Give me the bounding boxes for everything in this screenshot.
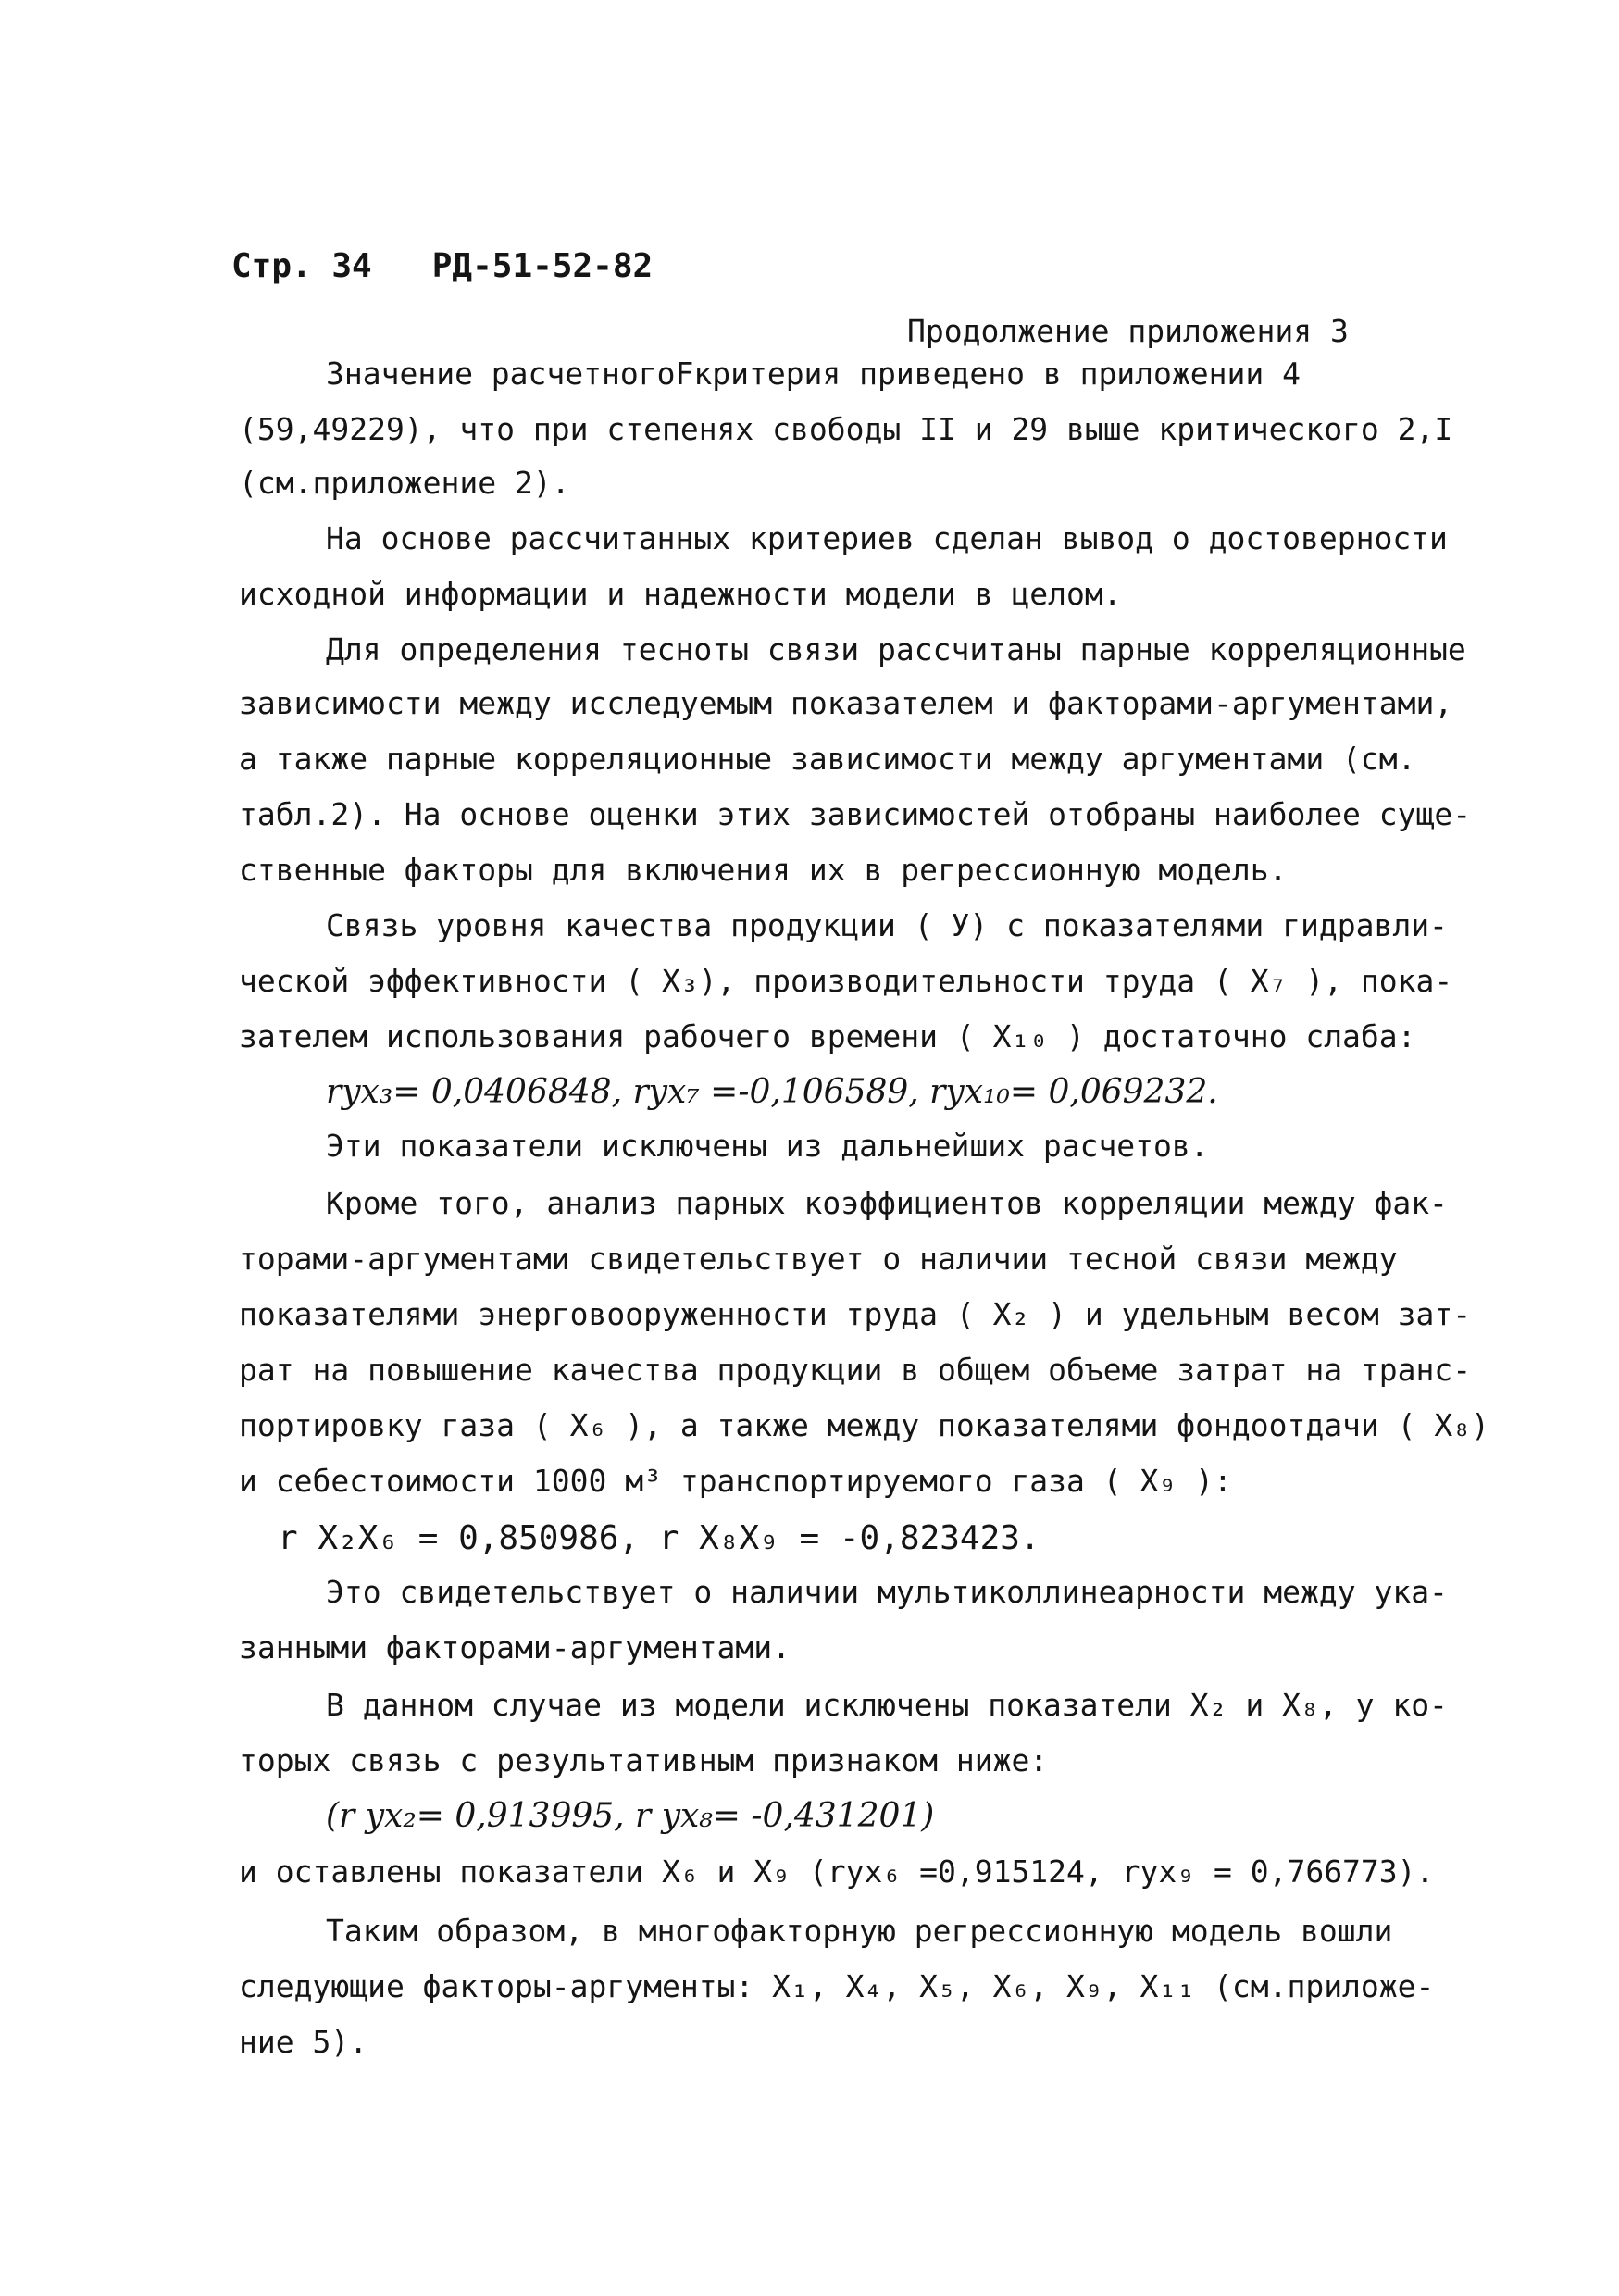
text-line: а также парные корреляционные зависимости между аргументами (см. [239,741,1416,777]
text-line: показателями энерговооруженности труда ( X₂ ) и удельным весом зат- [239,1296,1472,1332]
text-line: (59,49229), что при степенях свободы II и 29 выше критического 2,I [239,411,1453,447]
text-line: и себестоимости 1000 м³ транспортируемого газа ( X₉ ): [239,1463,1232,1499]
text-line: портировку газа ( X₆ ), а также между показателями фондоотдачи ( X₈) [239,1407,1490,1443]
correlation-formula: r X₂X₆ = 0,850986, r X₈X₉ = -0,823423. [278,1519,1040,1557]
text-line: рат на повышение качества продукции в общем объеме затрат на транс- [239,1352,1472,1388]
correlation-formula: ryx₃= 0,0406848, ryx₇ =-0,106589, ryx₁₀= 0,069232. [326,1073,1218,1111]
text-line: табл.2). На основе оценки этих зависимостей отобраны наиболее суще- [239,796,1472,832]
page-label: Стр. 34 [231,247,372,285]
text-line: Для определения тесноты связи рассчитаны парные корреляционные [326,631,1466,668]
text-line: На основе рассчитанных критериев сделан вывод о достоверности [326,520,1448,556]
text-line: ческой эффективности ( X₃), производительности труда ( X₇ ), пока- [239,963,1453,999]
text-line: (см.приложение 2). [239,465,570,501]
text-line: ние 5). [239,2024,368,2060]
document-code: РД-51-52-82 [431,247,654,285]
text-line: следующие факторы-аргументы: X₁, X₄, X₅, X₆, X₉, X₁₁ (см.приложе- [239,1968,1435,2004]
text-line: Это свидетельствует о наличии мультиколлинеарности между ука- [326,1574,1448,1610]
page-header [231,248,653,285]
text-line: торых связь с результативным признаком ниже: [239,1742,1049,1778]
text-line: Кроме того, анализ парных коэффициентов корреляции между фак- [326,1185,1448,1221]
text-line: Связь уровня качества продукции ( У) с показателями гидравли- [326,907,1448,943]
appendix-continuation: Продолжение приложения 3 [907,313,1349,349]
text-line: и оставлены показатели X₆ и X₉ (ryx₆ =0,915124, ryx₉ = 0,766773). [239,1853,1435,1890]
text-line: Таким образом, в многофакторную регрессионную модель вошли [326,1913,1393,1949]
text-line: торами-аргументами свидетельствует о наличии тесной связи между [239,1241,1398,1277]
correlation-formula: (r yx₂= 0,913995, r yx₈= -0,431201) [326,1797,935,1835]
text-line: исходной информации и надежности модели в целом. [239,576,1122,612]
text-line: зателем использования рабочего времени ( X₁₀ ) достаточно слаба: [239,1018,1416,1054]
text-line: ственные факторы для включения их в регрессионную модель. [239,852,1288,888]
text-line: Эти показатели исключены из дальнейших расчетов. [326,1128,1209,1164]
text-line: Значение расчетногоFкритерия приведено в приложении 4 [326,356,1301,392]
text-line: В данном случае из модели исключены показатели X₂ и X₈, у ко- [326,1687,1448,1723]
text-line: занными факторами-аргументами. [239,1629,791,1666]
text-line: зависимости между исследуемым показателем и факторами-аргументами, [239,685,1453,721]
